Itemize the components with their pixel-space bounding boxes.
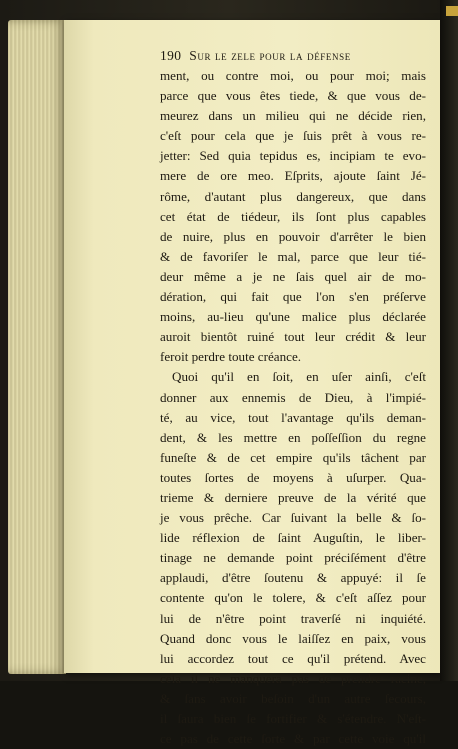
text-line: toutes ſortes de moyens à uſurper. Qua-: [160, 469, 426, 485]
text-line: c'eſt pour cela que je ſuis prêt à vous re-: [160, 128, 426, 144]
text-line: dent, & les mettre en poſſeſſion du regne: [160, 429, 426, 445]
text-line: lui accordez tout ce qu'il prétend. Avec: [160, 650, 426, 666]
text-line: lide réflexion de ſaint Auguſtin, le liber-: [160, 530, 426, 546]
text-line: de nuire, plus en pouvoir d'arrêter le bien: [160, 228, 426, 244]
text-line: cet état de tiédeur, ils ſont plus capables: [160, 208, 426, 224]
text-line: funeſte & de cet empire qu'ils tâchent par: [160, 449, 426, 465]
text-line: contente qu'on le tolere, & c'eſt aſſez pour: [160, 590, 426, 606]
text-line: rôme, d'autant plus dangereux, que dans: [160, 188, 426, 204]
text-line: cela il ne manquera pas de prendre racine,: [160, 670, 426, 686]
page-header: [160, 48, 428, 68]
text-line: & ſans avoir beſoin d'un autre ſecours,: [160, 690, 426, 706]
text-line: Quand donc vous le laiſſez en paix, vous: [160, 630, 426, 646]
text-line: ce pas de cette ſorte & par cette voie qu'il: [160, 731, 426, 747]
text-line: lui de n'être point traverſé ni inquiété.: [160, 610, 426, 626]
text-line: applaudi, d'être ſoutenu & appuyé: il ſe: [160, 570, 426, 586]
bookmark-tab: [446, 6, 458, 16]
text-line: feroit perdre toute créance.: [160, 349, 302, 365]
text-line: meurez dans un milieu qui ne décide rien,: [160, 108, 426, 124]
body-text: [160, 66, 426, 749]
text-line: il ſaura bien ſe fortifier & s'étendre. N'eſt-: [160, 711, 426, 726]
text-line: ment, ou contre moi, ou pour moi; mais: [160, 68, 426, 83]
text-line: Quoi qu'il en ſoit, en uſer ainſi, c'eſt: [172, 369, 426, 385]
text-line: té, au vice, tout l'avantage qu'ils deman-: [160, 409, 426, 425]
text-line: moins, au-lieu qu'une malice plus déclarée: [160, 309, 426, 325]
text-line: deur même a je ne ſais quel air de mo-: [160, 268, 426, 284]
text-line: auroit bientôt ruiné tout leur crédit & leur: [160, 329, 426, 345]
text-line: donner aux ennemis de Dieu, à l'impié-: [160, 389, 426, 405]
text-line: parce que vous êtes tiede, & que vous de-: [160, 88, 426, 104]
page-number: 190: [160, 48, 182, 63]
text-line: trieme & derniere preuve de la vérité que: [160, 489, 426, 505]
text-line: & de favoriſer le mal, parce que leur tié-: [160, 248, 426, 264]
text-line: mere de ore meo. Eſprits, ajoute ſaint Jé-: [160, 168, 426, 184]
right-margin-strip: [440, 0, 458, 681]
text-line: dération, qui fait que l'on s'en préſerve: [160, 289, 426, 305]
text-line: tinage ne demande point préciſément d'être: [160, 550, 426, 566]
page-edges: [8, 20, 66, 674]
text-line: je vous prêche. Car ſuivant la belle & ſo-: [160, 510, 426, 526]
running-title: Sur le zele pour la défense: [189, 48, 351, 63]
text-line: jetter: Sed quia tepidus es, incipiam te evo-: [160, 148, 426, 164]
